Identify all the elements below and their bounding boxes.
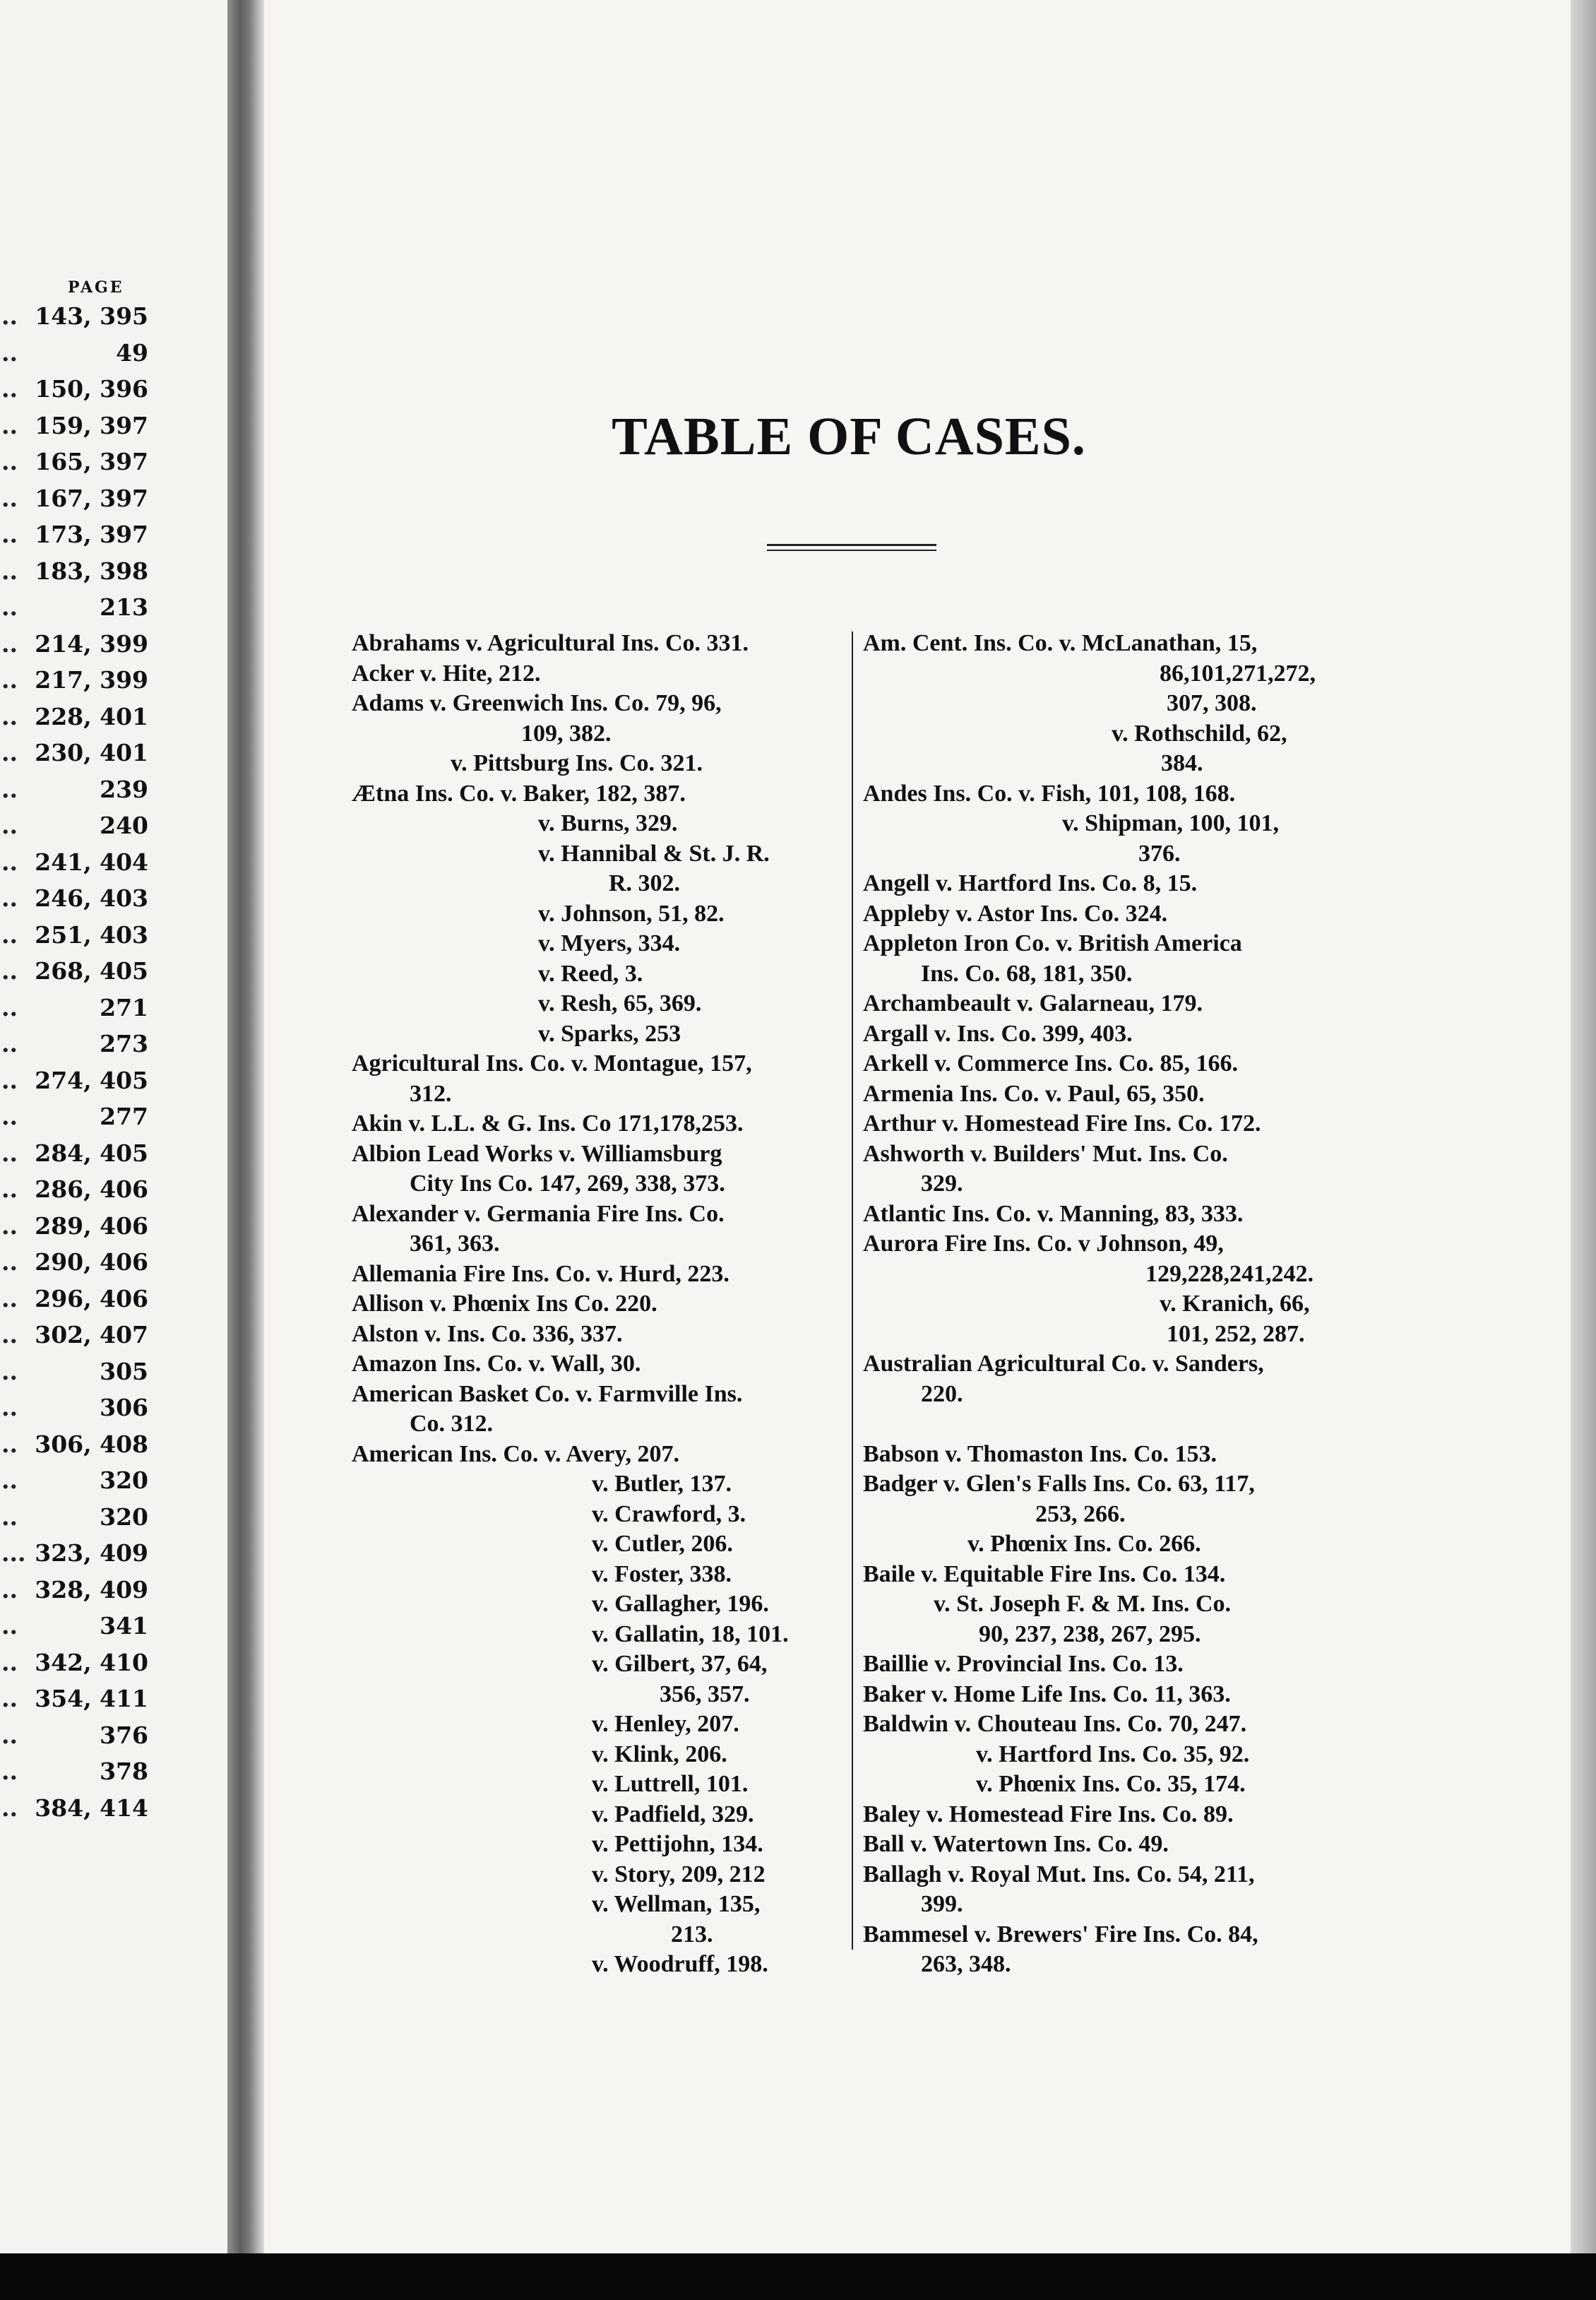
case-entry: American Basket Co. v. Farmville Ins. (352, 1380, 743, 1407)
left-page-fragment (0, 0, 227, 2253)
page-ref-entry (0, 990, 148, 1026)
page-numbers: 183, 398 (35, 557, 148, 585)
case-continuation: v. Pettijohn, 134. (592, 1831, 763, 1857)
case-entry: Baillie v. Provincial Ins. Co. 13. (863, 1651, 1184, 1677)
case-continuation: v. Woodruff, 198. (592, 1951, 768, 1977)
case-entry: Baldwin v. Chouteau Ins. Co. 70, 247. (863, 1711, 1247, 1737)
leader-dots: .. (1, 1502, 18, 1531)
page-number-list (0, 298, 148, 1826)
page-ref-entry (0, 1317, 148, 1353)
leader-dots: .. (1, 484, 18, 512)
case-continuation: v. Foster, 338. (592, 1560, 732, 1587)
leader-dots: .. (1, 1648, 18, 1676)
page-ref-entry (0, 1535, 148, 1572)
case-continuation: v. Shipman, 100, 101, (1062, 810, 1280, 836)
page-ref-entry (0, 1644, 148, 1681)
case-entry: Argall v. Ins. Co. 399, 403. (863, 1020, 1133, 1047)
leader-dots: .. (1, 1066, 18, 1094)
page-ref-entry (0, 1062, 148, 1099)
leader-dots: .. (1, 448, 18, 475)
leader-dots: ... (1, 1539, 26, 1567)
page-numbers: 289, 406 (35, 1211, 148, 1240)
case-continuation: v. Padfield, 329. (592, 1801, 754, 1827)
case-continuation: v. Johnson, 51, 82. (538, 900, 725, 927)
case-continuation: v. Kranich, 66, (1160, 1291, 1310, 1317)
page-numbers: 214, 399 (35, 629, 148, 658)
cases-column-right (863, 629, 1360, 1980)
case-continuation: 86,101,271,272, (1160, 660, 1316, 687)
case-entry: Arkell v. Commerce Ins. Co. 85, 166. (863, 1050, 1239, 1077)
case-entry: Allison v. Phœnix Ins Co. 220. (352, 1291, 657, 1317)
section-gap (863, 1409, 1360, 1440)
leader-dots: .. (1, 1284, 18, 1312)
page-numbers: 230, 401 (35, 739, 148, 766)
case-entry: Australian Agricultural Co. v. Sanders, (863, 1351, 1264, 1377)
case-entry: Archambeault v. Galarneau, 179. (863, 990, 1203, 1016)
case-entry: Appleby v. Astor Ins. Co. 324. (863, 900, 1168, 927)
case-entry: Appleton Iron Co. v. British America (863, 930, 1242, 956)
case-entry: Agricultural Ins. Co. v. Montague, 157, (352, 1050, 752, 1077)
page-ref-entry (0, 1389, 148, 1426)
case-entry: Ball v. Watertown Ins. Co. 49. (863, 1831, 1169, 1857)
page-edge (1571, 0, 1596, 2253)
case-continuation: 384. (1161, 750, 1203, 776)
case-continuation: Co. 312. (410, 1411, 494, 1437)
page-numbers: 228, 401 (35, 702, 148, 730)
case-entry: Abrahams v. Agricultural Ins. Co. 331. (352, 630, 749, 656)
page-ref-entry (0, 1753, 148, 1790)
page-ref-entry (0, 807, 148, 844)
page-ref-entry (0, 626, 148, 663)
case-continuation: v. Hannibal & St. J. R. (538, 840, 770, 867)
leader-dots: .. (1, 1357, 18, 1385)
page-ref-entry (0, 1499, 148, 1536)
case-continuation: Ins. Co. 68, 181, 350. (921, 960, 1133, 987)
page-numbers: 49 (116, 338, 148, 367)
case-continuation: v. Phœnix Ins. Co. 266. (967, 1531, 1201, 1557)
page-ref-entry (0, 298, 148, 335)
page-numbers: 284, 405 (35, 1139, 148, 1167)
page-ref-entry (0, 589, 148, 626)
page-numbers: 240 (100, 812, 148, 839)
page-numbers: 241, 404 (35, 848, 148, 876)
page-ref-entry (0, 1680, 148, 1717)
page-numbers: 376 (100, 1721, 148, 1749)
page-numbers: 167, 397 (35, 484, 148, 512)
leader-dots: .. (1, 1030, 18, 1057)
page-ref-entry (0, 699, 148, 735)
leader-dots: .. (1, 375, 18, 403)
leader-dots: .. (1, 1139, 18, 1167)
page-ref-entry (0, 1717, 148, 1754)
page-ref-entry (0, 1208, 148, 1245)
case-continuation: v. Story, 209, 212 (592, 1861, 766, 1887)
leader-dots: .. (1, 1721, 18, 1749)
case-continuation: v. Gallagher, 196. (592, 1591, 769, 1617)
case-continuation: v. Sparks, 253 (538, 1020, 681, 1047)
page-ref-entry (0, 771, 148, 808)
case-continuation: v. Gallatin, 18, 101. (592, 1620, 789, 1647)
page-numbers: 239 (100, 775, 148, 803)
page-ref-entry (0, 662, 148, 699)
page-numbers: 341 (100, 1612, 148, 1640)
case-entry: Baker v. Home Life Ins. Co. 11, 363. (863, 1680, 1231, 1707)
page-numbers: 277 (100, 1103, 148, 1130)
case-continuation: 263, 348. (921, 1951, 1011, 1977)
page-numbers: 150, 396 (35, 375, 148, 403)
case-continuation: v. Pittsburg Ins. Co. 321. (451, 750, 703, 776)
case-continuation: v. Cutler, 206. (592, 1531, 733, 1557)
case-continuation: 356, 357. (660, 1680, 750, 1707)
case-entry: Alston v. Ins. Co. 336, 337. (352, 1320, 623, 1347)
case-continuation: 101, 252, 287. (1167, 1320, 1305, 1347)
case-entry: Aurora Fire Ins. Co. v Johnson, 49, (863, 1231, 1224, 1257)
page-title: TABLE OF CASES. (612, 407, 1086, 466)
page-numbers: 378 (100, 1757, 148, 1785)
leader-dots: .. (1, 302, 18, 330)
case-entry: Angell v. Hartford Ins. Co. 8, 15. (863, 870, 1198, 896)
case-entry: Arthur v. Homestead Fire Ins. Co. 172. (863, 1110, 1261, 1137)
case-continuation: 129,228,241,242. (1145, 1260, 1314, 1287)
leader-dots: .. (1, 775, 18, 803)
case-continuation: v. Resh, 65, 369. (538, 990, 702, 1016)
case-continuation: R. 302. (609, 870, 681, 896)
page-ref-entry (0, 844, 148, 881)
case-continuation: v. St. Joseph F. & M. Ins. Co. (934, 1591, 1231, 1617)
case-entry: Atlantic Ins. Co. v. Manning, 83, 333. (863, 1200, 1244, 1227)
page-ref-entry (0, 1026, 148, 1062)
leader-dots: .. (1, 1175, 18, 1203)
case-continuation: v. Gilbert, 37, 64, (592, 1651, 768, 1677)
case-continuation: v. Klink, 206. (592, 1741, 727, 1767)
page-ref-entry (0, 953, 148, 990)
leader-dots: .. (1, 1466, 18, 1494)
case-entry: Andes Ins. Co. v. Fish, 101, 108, 168. (863, 780, 1236, 807)
leader-dots: .. (1, 557, 18, 585)
case-continuation: 307, 308. (1167, 690, 1257, 716)
page-column-header: PAGE (68, 278, 124, 297)
page-ref-entry (0, 735, 148, 771)
leader-dots: .. (1, 1103, 18, 1130)
leader-dots: .. (1, 702, 18, 730)
page-ref-entry (0, 516, 148, 553)
page-numbers: 320 (100, 1502, 148, 1531)
case-entry: American Ins. Co. v. Avery, 207. (352, 1440, 680, 1467)
leader-dots: .. (1, 1575, 18, 1604)
leader-dots: .. (1, 411, 18, 439)
case-continuation: v. Reed, 3. (538, 960, 643, 987)
page-numbers: 286, 406 (35, 1175, 148, 1203)
case-continuation: v. Rothschild, 62, (1112, 720, 1287, 747)
leader-dots: .. (1, 1685, 18, 1712)
page-numbers: 323, 409 (35, 1539, 148, 1567)
cases-column-left (352, 629, 843, 1980)
case-entry: Ashworth v. Builders' Mut. Ins. Co. (863, 1140, 1228, 1167)
leader-dots: .. (1, 1757, 18, 1785)
case-continuation: 312. (410, 1080, 452, 1107)
leader-dots: .. (1, 1430, 18, 1458)
page-numbers: 320 (100, 1466, 148, 1494)
case-entry: Albion Lead Works v. Williamsburg (352, 1140, 722, 1167)
case-continuation: 213. (671, 1921, 713, 1948)
case-continuation: 220. (921, 1380, 963, 1407)
page-ref-entry (0, 480, 148, 517)
page-ref-entry (0, 1353, 148, 1390)
leader-dots: .. (1, 884, 18, 912)
leader-dots: .. (1, 1394, 18, 1421)
page-ref-entry (0, 553, 148, 590)
case-continuation: 376. (1138, 840, 1181, 867)
page-ref-entry (0, 1608, 148, 1644)
case-entry: Acker v. Hite, 212. (352, 660, 541, 687)
page-numbers: 159, 397 (35, 411, 148, 439)
case-continuation: 109, 382. (521, 720, 612, 747)
page-numbers: 296, 406 (35, 1284, 148, 1312)
page-ref-entry (0, 1098, 148, 1135)
page-ref-entry (0, 1790, 148, 1827)
book-spine (227, 0, 264, 2253)
page-ref-entry (0, 335, 148, 372)
page-numbers: 328, 409 (35, 1575, 148, 1604)
leader-dots: .. (1, 1612, 18, 1640)
case-entry: Allemania Fire Ins. Co. v. Hurd, 223. (352, 1260, 729, 1287)
case-entry: Baile v. Equitable Fire Ins. Co. 134. (863, 1560, 1226, 1587)
page-numbers: 273 (100, 1030, 148, 1057)
page-ref-entry (0, 1572, 148, 1608)
page-numbers: 354, 411 (35, 1685, 148, 1712)
case-continuation: 361, 363. (410, 1231, 500, 1257)
page-numbers: 274, 405 (35, 1066, 148, 1094)
page-numbers: 305 (100, 1357, 148, 1385)
page-numbers: 165, 397 (35, 448, 148, 475)
case-continuation: v. Burns, 329. (538, 810, 678, 836)
leader-dots: .. (1, 629, 18, 658)
page-ref-entry (0, 1462, 148, 1499)
case-continuation: v. Myers, 334. (538, 930, 681, 956)
case-entry: Babson v. Thomaston Ins. Co. 153. (863, 1440, 1217, 1467)
leader-dots: .. (1, 338, 18, 367)
page-numbers: 143, 395 (35, 302, 148, 330)
case-continuation: City Ins Co. 147, 269, 338, 373. (410, 1170, 725, 1197)
page-ref-entry (0, 1426, 148, 1463)
case-entry: Ballagh v. Royal Mut. Ins. Co. 54, 211, (863, 1861, 1255, 1887)
case-continuation: v. Wellman, 135, (592, 1891, 761, 1917)
page-ref-entry (0, 880, 148, 917)
page-numbers: 251, 403 (35, 920, 148, 949)
case-entry: Adams v. Greenwich Ins. Co. 79, 96, (352, 690, 722, 716)
case-continuation: v. Phœnix Ins. Co. 35, 174. (976, 1771, 1246, 1797)
case-continuation: 90, 237, 238, 267, 295. (979, 1620, 1201, 1647)
case-entry: Akin v. L.L. & G. Ins. Co 171,178,253. (352, 1110, 744, 1137)
case-continuation: 253, 266. (1035, 1500, 1126, 1527)
page-ref-entry (0, 1135, 148, 1172)
page-numbers: 306 (100, 1394, 148, 1421)
page-numbers: 217, 399 (35, 666, 148, 694)
title-divider-rule (767, 544, 936, 551)
leader-dots: .. (1, 920, 18, 949)
page-numbers: 173, 397 (35, 521, 148, 548)
case-continuation: v. Henley, 207. (592, 1711, 739, 1737)
case-continuation: v. Hartford Ins. Co. 35, 92. (976, 1741, 1250, 1767)
case-continuation: v. Luttrell, 101. (592, 1771, 749, 1797)
case-entry: Armenia Ins. Co. v. Paul, 65, 350. (863, 1080, 1205, 1107)
page-numbers: 213 (100, 593, 148, 621)
leader-dots: .. (1, 1211, 18, 1240)
case-entry: Alexander v. Germania Fire Ins. Co. (352, 1200, 725, 1227)
leader-dots: .. (1, 1321, 18, 1348)
leader-dots: .. (1, 812, 18, 839)
page-ref-entry (0, 371, 148, 408)
case-continuation: v. Butler, 137. (592, 1471, 732, 1497)
page-numbers: 342, 410 (35, 1648, 148, 1676)
page-numbers: 384, 414 (35, 1794, 148, 1822)
case-entry: Badger v. Glen's Falls Ins. Co. 63, 117, (863, 1471, 1255, 1497)
page-ref-entry (0, 1244, 148, 1281)
scan-border (0, 2253, 1596, 2300)
leader-dots: .. (1, 1794, 18, 1822)
leader-dots: .. (1, 739, 18, 766)
leader-dots: .. (1, 1248, 18, 1276)
page-numbers: 246, 403 (35, 884, 148, 912)
page-numbers: 306, 408 (35, 1430, 148, 1458)
case-entry: Amazon Ins. Co. v. Wall, 30. (352, 1351, 641, 1377)
case-continuation: 399. (921, 1891, 963, 1917)
leader-dots: .. (1, 593, 18, 621)
leader-dots: .. (1, 521, 18, 548)
page-numbers: 290, 406 (35, 1248, 148, 1276)
case-entry: Ætna Ins. Co. v. Baker, 182, 387. (352, 780, 686, 807)
case-continuation: v. Crawford, 3. (592, 1500, 746, 1527)
leader-dots: .. (1, 957, 18, 985)
leader-dots: .. (1, 993, 18, 1021)
page-ref-entry (0, 1171, 148, 1208)
page-numbers: 268, 405 (35, 957, 148, 985)
case-entry: Baley v. Homestead Fire Ins. Co. 89. (863, 1801, 1234, 1827)
case-entry: Bammesel v. Brewers' Fire Ins. Co. 84, (863, 1921, 1258, 1948)
page-numbers: 271 (100, 993, 148, 1021)
case-continuation: 329. (921, 1170, 963, 1197)
case-entry: Am. Cent. Ins. Co. v. McLanathan, 15, (863, 630, 1258, 656)
page-ref-entry (0, 1281, 148, 1317)
leader-dots: .. (1, 848, 18, 876)
leader-dots: .. (1, 666, 18, 694)
column-divider (852, 632, 853, 1950)
page-numbers: 302, 407 (35, 1321, 148, 1348)
page-ref-entry (0, 917, 148, 954)
